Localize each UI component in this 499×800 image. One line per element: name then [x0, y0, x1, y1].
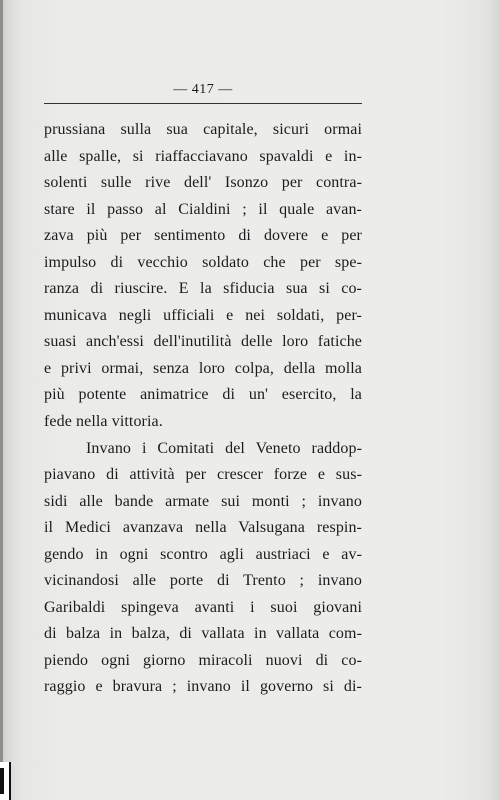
text-line: alle spalle, si riaffacciavano spavaldi e in-: [44, 147, 362, 165]
text-line: più potente animatrice di un' esercito, la: [44, 386, 362, 404]
text-line: il Medici avanzava nella Valsugana respin-: [44, 519, 362, 537]
text-line: sidi alle bande armate sui monti ; invano: [44, 492, 362, 510]
text-line: prussiana sulla sua capitale, sicuri ormai: [44, 121, 362, 138]
text-line: vicinandosi alle porte di Trento ; invano: [44, 572, 362, 590]
text-line: solenti sulle rive dell' Isonzo per contra-: [44, 174, 362, 192]
page-number: — 417 —: [173, 82, 233, 97]
text-line: piendo ogni giorno miracoli nuovi di co-: [44, 651, 362, 669]
text-line: suasi anch'essi dell'inutilità delle loro fatiche: [44, 333, 362, 351]
text-line: e privi ormai, senza loro colpa, della molla: [44, 359, 362, 377]
text-line: Garibaldi spingeva avanti i suoi giovani: [44, 598, 362, 616]
text-line: impulso di vecchio soldato che per spe-: [44, 253, 362, 271]
text-line: ranza di riuscire. E la sfiducia sua si co-: [44, 280, 362, 298]
body-text: [44, 117, 362, 701]
text-line: municava negli ufficiali e nei soldati, per-: [44, 306, 362, 324]
paragraph-start-line: Invano i Comitati del Veneto raddop-: [86, 439, 362, 457]
header-rule: [44, 103, 362, 104]
text-line: raggio e bravura ; invano il governo si di-: [44, 678, 362, 696]
text-line: fede nella vittoria.: [44, 413, 163, 431]
text-line: stare il passo al Cialdini ; il quale avan-: [44, 200, 362, 218]
page-edge: [0, 0, 3, 800]
scan-corner-mark: [0, 762, 11, 800]
text-line: piavano di attività per crescer forze e sus-: [44, 466, 362, 484]
page-header: [44, 82, 362, 104]
text-line: gendo in ogni scontro agli austriaci e av-: [44, 545, 362, 563]
text-line: di balza in balza, di vallata in vallata com-: [44, 625, 362, 643]
text-line: zava più per sentimento di dovere e per: [44, 227, 362, 245]
